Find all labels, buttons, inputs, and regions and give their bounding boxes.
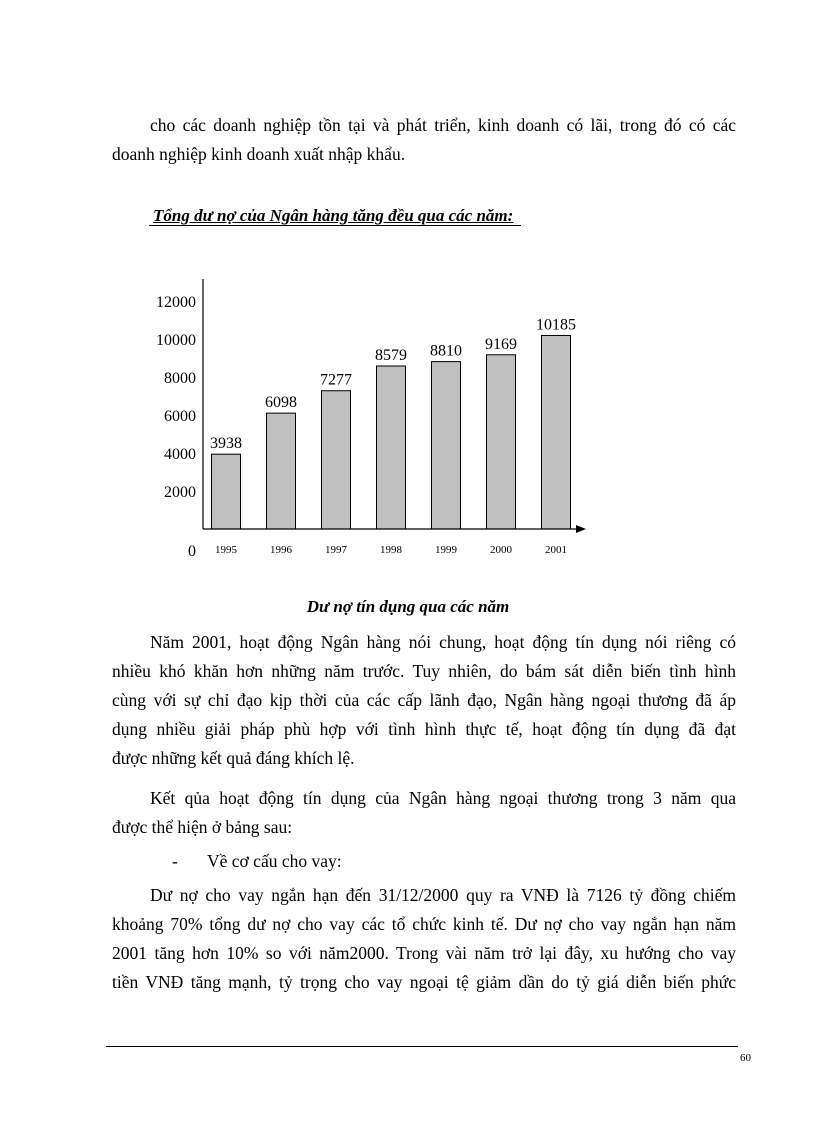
chart-bar [432, 362, 461, 529]
chart-title: Tổng dư nợ của Ngân hàng tăng đều qua các năm: [153, 206, 514, 225]
data-label: 8810 [430, 342, 462, 360]
paragraph-line: được thể hiện ở bảng sau: [112, 817, 293, 837]
x-tick-label: 1997 [325, 544, 347, 556]
chart-bar [487, 355, 516, 529]
y-tick-label: 10000 [156, 332, 196, 349]
bullet-text: Về cơ cấu cho vay: [207, 851, 342, 871]
data-label: 10185 [536, 316, 576, 334]
paragraph-line: Năm 2001, hoạt động Ngân hàng nói chung, hoạt động tín dụng nói riêng có [150, 632, 736, 652]
chart-bar [267, 413, 296, 529]
y-tick-label: 6000 [164, 408, 196, 425]
footer-divider [106, 1046, 738, 1047]
paragraph-line: 2001 tăng hơn 10% so với năm2000. Trong vài năm trở lại đây, xu hướng cho vay [112, 943, 736, 963]
x-tick-label: 1995 [215, 544, 237, 556]
data-label: 6098 [265, 394, 297, 412]
paragraph-2 [112, 628, 736, 773]
x-axis-arrow [576, 525, 586, 533]
y-tick-label: 4000 [164, 446, 196, 463]
paragraph-3 [112, 784, 736, 842]
chart-bar [377, 366, 406, 529]
x-tick-label: 1998 [380, 544, 402, 556]
y-tick-label: 0 [188, 543, 196, 560]
paragraph-line: Dư nợ cho vay ngắn hạn đến 31/12/2000 quy ra VNĐ là 7126 tỷ đồng chiếm [150, 885, 736, 905]
page-number: 60 [740, 1052, 751, 1064]
paragraph-line: doanh nghiệp kinh doanh xuất nhập khẩu. [112, 144, 406, 164]
data-label: 7277 [320, 371, 352, 389]
paragraph-4 [112, 881, 736, 997]
paragraph-line: dụng nhiều giải pháp phù hợp với tình hình thực tế, hoạt động tín dụng đã đạt [112, 719, 736, 739]
paragraph-line: Kết qủa hoạt động tín dụng của Ngân hàng ngoại thương trong 3 năm qua [150, 788, 736, 808]
paragraph-line: khoảng 70% tổng dư nợ cho vay các tổ chức kinh tế. Dư nợ cho vay ngắn hạn năm [112, 914, 736, 934]
data-label: 9169 [485, 335, 517, 353]
chart-bar [542, 335, 571, 529]
bullet-marker: - [172, 851, 178, 871]
paragraph-line: cho các doanh nghiệp tồn tại và phát triển, kinh doanh có lãi, trong đó có các [150, 115, 736, 135]
paragraph-line: cùng với sự chỉ đạo kịp thời của các cấp lãnh đạo, Ngân hàng ngoại thương đã áp [112, 690, 736, 710]
bullet-item [172, 847, 342, 876]
paragraph-line: tiền VNĐ tăng mạnh, tỷ trọng cho vay ngoại tệ giảm dần do tỷ giá diễn biến phức [112, 972, 736, 992]
x-tick-label: 2000 [490, 544, 512, 556]
data-label: 8579 [375, 346, 407, 364]
x-tick-label: 1996 [270, 544, 292, 556]
paragraph-line: được những kết quả đáng khích lệ. [112, 748, 355, 768]
y-tick-label: 12000 [156, 294, 196, 311]
top-paragraph [112, 111, 736, 169]
chart-bar [322, 391, 351, 529]
paragraph-line: nhiều khó khăn hơn những năm trước. Tuy nhiên, do bám sát diễn biến tình hình [112, 661, 736, 681]
chart-caption: Dư nợ tín dụng qua các năm [306, 597, 510, 616]
chart-bar [212, 454, 241, 529]
y-tick-label: 8000 [164, 370, 196, 387]
data-label: 3938 [210, 435, 242, 453]
bar-chart [140, 255, 600, 565]
y-tick-label: 2000 [164, 484, 196, 501]
x-tick-label: 2001 [545, 544, 567, 556]
x-tick-label: 1999 [435, 544, 457, 556]
